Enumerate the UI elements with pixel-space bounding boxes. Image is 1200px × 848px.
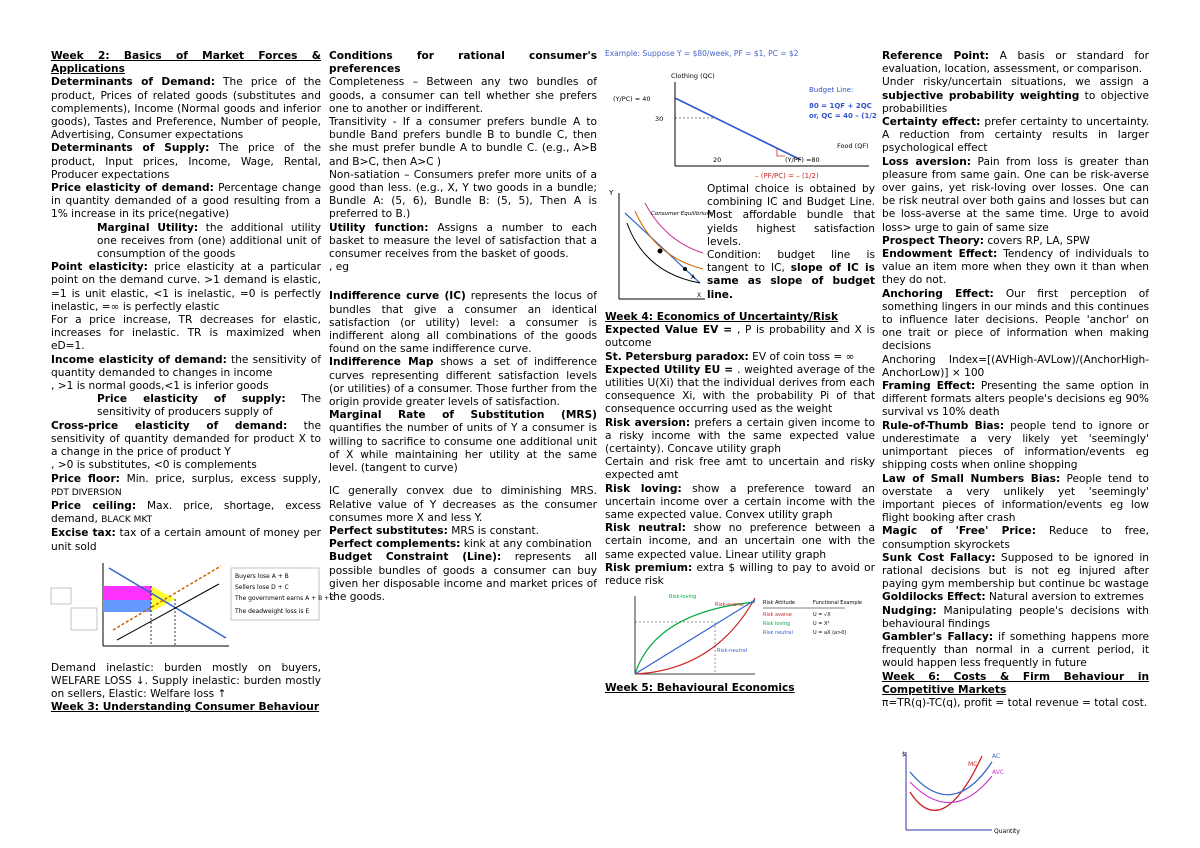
completeness: Completeness – Between any two bundles of goods, a consumer can tell whether she prefers one to another or indifferent. bbox=[329, 76, 597, 115]
term: Expected Value EV = bbox=[605, 324, 738, 337]
anchoring-effect bbox=[882, 288, 1149, 354]
small-text: BLACK MKT bbox=[101, 515, 153, 526]
term: Goldilocks Effect: bbox=[882, 591, 986, 604]
text: . weighted average of the utilities U(Xi) that the individual derives from each consequence Xi, with the probability Pi of that consequence occurring used as the weight bbox=[605, 363, 875, 416]
transitivity: Transitivity - If a consumer prefers bundle A to bundle Band prefers bundle B to bundle C, then she must prefer bundle A to bundle C. (e.g., A>B and B>C, then A>C ) bbox=[329, 116, 597, 168]
text: if something happens more frequently than normal in a current period, it would happen less frequently in future bbox=[882, 630, 1150, 670]
text: the sensitivity of quantity demanded to changes in income bbox=[51, 353, 321, 379]
term: Income elasticity of demand: bbox=[51, 353, 227, 366]
income-elasticity-note: , >1 is normal goods,<1 is inferior goods bbox=[51, 380, 269, 393]
tangency-condition bbox=[707, 249, 875, 302]
week2-title: Week 2: Basics of Market Forces & Applications bbox=[51, 50, 321, 76]
term: Risk premium: bbox=[605, 561, 693, 574]
term: Utility function: bbox=[329, 221, 429, 234]
tick-label: 20 bbox=[713, 156, 722, 164]
curve-label: Risk-neutral bbox=[717, 648, 748, 655]
magic-of-free bbox=[882, 525, 1149, 551]
cross-price-note: , >0 is substitutes, <0 is complements bbox=[51, 459, 257, 472]
income-elasticity bbox=[51, 354, 321, 380]
text: A basis or standard for evaluation, location, assessment, or comparison. bbox=[882, 50, 1149, 76]
point-a-label: A bbox=[691, 274, 696, 281]
text: Supposed to be ignored in rational decisions but is not eg injured after paying gym membership but continue bc wastage bbox=[882, 551, 1150, 591]
non-satiation: Non-satiation – Consumers prefer more units of a good than less. (e.g., X, Y two goods in a bundle; Bundle A: (5, 6), Bundle B: (5, 5), Then A is preferred to B.) bbox=[329, 168, 597, 221]
cross-price-elasticity bbox=[51, 420, 321, 460]
term: Loss aversion: bbox=[882, 155, 971, 168]
framing-effect bbox=[882, 380, 1149, 420]
text: the sensitivity of quantity demanded for product X to a change in the price of product Y bbox=[51, 419, 321, 459]
column-2 bbox=[329, 50, 597, 604]
text: , P is probability and X is outcome bbox=[605, 324, 875, 350]
term: St. Petersburg paradox: bbox=[605, 350, 749, 363]
table-header: Risk Attitude bbox=[763, 600, 795, 607]
risk-neutral bbox=[605, 522, 875, 562]
equilibrium-label: Consumer Equilibrium bbox=[651, 211, 712, 217]
ac-label: AC bbox=[992, 753, 1001, 760]
cost-y-label: $ bbox=[902, 751, 906, 758]
y-axis-label: Clothing (QC) bbox=[671, 72, 715, 80]
risk-attitude-figure bbox=[605, 592, 875, 682]
text: extra $ willing to pay to avoid or reduce risk bbox=[605, 561, 875, 588]
slope-label: – (PF/PC) = – (1/2) bbox=[755, 172, 819, 180]
text: prefer certainty to uncertainty. A reduction from certainty results in larger psychological effect bbox=[882, 116, 1149, 155]
term: Excise tax: bbox=[51, 527, 116, 540]
term: Magic of 'Free' Price: bbox=[882, 525, 1036, 538]
text: represents all possible bundles of goods a consumer can buy given her disposable income and market prices of the goods. bbox=[329, 551, 597, 603]
text: tax of a certain amount of money per unit sold bbox=[51, 527, 321, 553]
term: Determinants of Demand: bbox=[51, 76, 215, 89]
legend-item: Sellers lose D + C bbox=[235, 583, 289, 591]
legend-item: The government earns A + B + C bbox=[235, 594, 336, 602]
anchoring-index: Anchoring Index=[(AVHigh-AVLow)/(AnchorHigh-AnchorLow)] × 100 bbox=[882, 353, 1149, 379]
budget-eq-1: 80 = 1QF + 2QC bbox=[809, 102, 872, 110]
text: Min. price, surplus, excess supply, bbox=[119, 472, 321, 485]
legend-item: The deadweight loss is E bbox=[235, 607, 310, 615]
column-4 bbox=[882, 50, 1149, 710]
text: to objective probabilities bbox=[882, 89, 1149, 115]
budget-line-label: Budget Line: bbox=[809, 86, 854, 94]
term: Expected Utility EU = bbox=[605, 363, 738, 376]
x-intercept: (Y/PF) =80 bbox=[785, 156, 820, 164]
table-cell: U = aX (a>0) bbox=[813, 630, 847, 637]
term: Determinants of Supply: bbox=[51, 142, 210, 155]
text: price elasticity at a particular point on the demand curve. >1 demand is elastic, =1 is unit elastic, <1 is inelastic, =0 is perfectly inelastic, =∞ is perfectly elastic bbox=[51, 261, 321, 313]
text: The price of the product, Input prices, Income, Wage, Rental, Producer expectations bbox=[51, 142, 321, 181]
week3-title: Week 3: Understanding Consumer Behaviour bbox=[51, 701, 320, 714]
term: Budget Constraint (Line): bbox=[329, 551, 502, 564]
text: MRS is constant. bbox=[447, 524, 540, 537]
term: Point elasticity: bbox=[51, 261, 148, 274]
legend-item: Buyers lose A + B bbox=[235, 572, 289, 580]
utility-eg: , eg bbox=[329, 261, 349, 274]
column-3 bbox=[605, 50, 875, 695]
text: Assigns a number to each basket to measure the level of satisfaction that a consumer receives from the basket of goods. bbox=[329, 221, 597, 261]
x-axis-label: Food (QF) bbox=[837, 142, 869, 150]
text: the additional utility one receives from (one) additional unit of consumption of the goods bbox=[97, 221, 321, 261]
perfect-substitutes bbox=[329, 525, 597, 538]
table-cell: Risk loving bbox=[763, 621, 791, 628]
tick-label: 30 bbox=[655, 115, 664, 123]
text: represents the locus of bundles that give a consumer an identical satisfaction (or utility) level: a consumer is indifferent along all combinations of the goods found on the same indifference curve. bbox=[329, 290, 597, 356]
expected-value bbox=[605, 324, 875, 350]
total-revenue-note: For a price increase, TR decreases for elastic, increases for inelastic. TR is maximized when eD=1. bbox=[51, 314, 321, 353]
mc-label: MC bbox=[968, 761, 978, 768]
term: Perfect complements: bbox=[329, 538, 461, 551]
term: Risk aversion: bbox=[605, 416, 691, 429]
perfect-complements bbox=[329, 538, 597, 551]
text: covers RP, LA, SPW bbox=[983, 234, 1090, 247]
probability-weighting bbox=[882, 76, 1149, 116]
optimal-choice-block bbox=[605, 183, 875, 303]
term: Nudging: bbox=[882, 604, 937, 617]
endowment-effect bbox=[882, 248, 1149, 288]
term: Marginal Utility: bbox=[97, 221, 199, 234]
preferences-title: Conditions for rational consumer's preferences bbox=[329, 50, 597, 76]
term: Gambler's Fallacy: bbox=[882, 630, 994, 643]
term: Risk loving: bbox=[605, 482, 682, 495]
week4-title: Week 4: Economics of Uncertainty/Risk bbox=[605, 311, 839, 323]
utility-function bbox=[329, 222, 597, 262]
text: The sensitivity of producers supply of bbox=[97, 393, 321, 419]
small-text: PDT DIVERSION bbox=[51, 487, 122, 498]
week5-title: Week 5: Behavioural Economics bbox=[605, 682, 795, 695]
ic-y-label: Y bbox=[609, 189, 614, 197]
cost-x-label: Quantity bbox=[994, 828, 1020, 835]
profit-formula: π=TR(q)-TC(q), profit = total revenue = total cost. bbox=[882, 696, 1148, 709]
term: Price elasticity of demand: bbox=[51, 182, 214, 195]
loss-aversion bbox=[882, 156, 1149, 235]
st-petersburg bbox=[605, 351, 875, 364]
text: kink at any combination bbox=[460, 538, 592, 551]
text: Tendency of individuals to value an item more when they own it than when they do not. bbox=[882, 248, 1149, 287]
text: show no preference between a certain income, and an uncertain one with the same expected value. Linear utility graph bbox=[605, 522, 876, 561]
text: People tend to overstate a very unlikely yet 'seemingly' important pieces of information/events eg low flight booking after crash bbox=[882, 472, 1150, 525]
prospect-theory bbox=[882, 235, 1149, 248]
bold-text: subjective probability weighting bbox=[882, 89, 1080, 102]
text: Presenting the same option in different formats alters people's decisions eg 90% survival vs 10% death bbox=[882, 380, 1150, 419]
tax-incidence-figure bbox=[51, 558, 336, 658]
example-text: Example: Suppose Y = $80/week, PF = $1, PC = $2 bbox=[605, 49, 799, 58]
term: Marginal Rate of Substitution (MRS) bbox=[329, 409, 597, 422]
text: Percentage change in quantity demanded of a good resulting from a 1% increase in its price(negative) bbox=[51, 182, 321, 221]
ic-x-label: X bbox=[697, 292, 702, 299]
text: Manipulating people's decisions with behavioural findings bbox=[882, 604, 1149, 630]
text: Our first perception of something lingers in our minds and this continues to influence later decisions. People 'anchor' on one trait or piece of information when making decisions bbox=[882, 287, 1150, 353]
text: The price of the product, Prices of related goods (substitutes and complements), Income (Normal goods and inferior goods), Tastes and Preference, Number of people, Advertising, Consumer expectations bbox=[51, 76, 321, 142]
text: show a preference toward an uncertain income over a certain income with the same expected value. Convex utility graph bbox=[605, 482, 875, 522]
table-cell: U = √X bbox=[813, 612, 831, 619]
curve-label: Risk-averse bbox=[715, 602, 745, 609]
term: Indifference curve (IC) bbox=[329, 290, 466, 303]
week6-title: Week 6: Costs & Firm Behaviour in Competitive Markets bbox=[882, 670, 1149, 696]
rule-of-thumb-bias bbox=[882, 420, 1149, 473]
small-numbers-bias bbox=[882, 473, 1149, 526]
curve-label: Risk-loving bbox=[669, 594, 697, 601]
term: Certainty effect: bbox=[882, 116, 981, 129]
term: Price elasticity of supply: bbox=[97, 393, 286, 406]
text: prefers a certain given income to a risky income with the same expected value (certainty). Concave utility graph bbox=[605, 416, 875, 456]
sunk-cost-fallacy bbox=[882, 552, 1149, 592]
gamblers-fallacy bbox=[882, 631, 1149, 671]
budget-line-figure bbox=[605, 48, 875, 183]
y-intercept: (Y/PC) = 40 bbox=[613, 95, 651, 103]
term: Law of Small Numbers Bias: bbox=[882, 472, 1061, 485]
term: Rule-of-Thumb Bias: bbox=[882, 419, 1005, 432]
bold-text: slope of IC is same as slope of budget line. bbox=[707, 262, 875, 301]
table-cell: U = X² bbox=[813, 621, 830, 628]
text: shows a set of indifference curves representing different satisfaction levels (or utilities) of a consumer. Those further from the origin provide greater levels of satisfaction. bbox=[329, 356, 598, 409]
expected-utility bbox=[605, 364, 875, 417]
budget-constraint bbox=[329, 551, 597, 604]
term: Framing Effect: bbox=[882, 380, 976, 393]
determinants-demand bbox=[51, 76, 321, 142]
text: Reduce to free, consumption skyrockets bbox=[882, 525, 1149, 551]
table-cell: Risk neutral bbox=[763, 630, 793, 637]
marginal-utility bbox=[51, 222, 321, 262]
goldilocks-effect bbox=[882, 591, 1149, 604]
certainty-effect bbox=[882, 116, 1149, 156]
cost-curves-figure bbox=[882, 742, 1062, 842]
price-ceiling bbox=[51, 500, 321, 527]
term: Sunk Cost Fallacy: bbox=[882, 551, 996, 564]
reference-point bbox=[882, 50, 1149, 76]
risk-premium bbox=[605, 562, 875, 588]
text: people tend to ignore or underestimate a very likely yet 'seemingly' unimportant pieces of information/events eg shipping costs when online shopping bbox=[882, 419, 1149, 472]
excise-tax bbox=[51, 527, 321, 553]
tax-burden-note: Demand inelastic: burden mostly on buyers, WELFARE LOSS ↓. Supply inelastic: burden mostly on sellers, Elastic: Welfare loss ↑ bbox=[51, 661, 321, 701]
term: Risk neutral: bbox=[605, 522, 686, 535]
term: Cross-price elasticity of demand: bbox=[51, 419, 288, 432]
column-1 bbox=[51, 50, 336, 715]
budget-eq-2: or, QC = 40 – (1/2 bbox=[809, 112, 877, 120]
indifference-curve bbox=[329, 290, 597, 356]
term: Anchoring Effect: bbox=[882, 287, 994, 300]
text: quantifies the number of units of Y a consumer is willing to sacrifice to consume one additional unit of X while maintaining her utility at the same level. (tangent to curve) bbox=[329, 422, 597, 475]
indifference-map bbox=[329, 356, 597, 409]
risk-aversion bbox=[605, 417, 875, 457]
certainty-note: Certain and risk free amt to uncertain and risky expected amt bbox=[605, 456, 875, 482]
table-cell: Risk averse bbox=[763, 612, 792, 619]
term: Reference Point: bbox=[882, 50, 990, 62]
text: Under risky/uncertain situations, we assign a bbox=[882, 76, 1149, 89]
term: Price ceiling: bbox=[51, 499, 137, 512]
avc-label: AVC bbox=[992, 769, 1005, 776]
text: EV of coin toss = ∞ bbox=[748, 350, 855, 363]
table-header: Functional Example bbox=[813, 600, 863, 607]
term: Perfect substitutes: bbox=[329, 524, 448, 537]
text: Condition: budget line is tangent to IC, bbox=[707, 249, 875, 275]
price-elasticity-demand bbox=[51, 182, 321, 222]
term: Endowment Effect: bbox=[882, 248, 998, 261]
optimal-choice-text bbox=[707, 183, 875, 302]
text: Pain from loss is greater than pleasure from same gain. One can be risk-averse over gains, yet risk-loving over losses. One can be risk neutral over both gains and losses but can be loss-averse at the same time. Urge to avoid loss> urge to gain of same size bbox=[882, 155, 1149, 234]
term: Price floor: bbox=[51, 472, 120, 485]
determinants-supply bbox=[51, 142, 321, 182]
text: Max. price, shortage, excess demand, bbox=[51, 499, 321, 526]
point-elasticity bbox=[51, 261, 321, 314]
risk-loving bbox=[605, 483, 875, 523]
term: Indifference Map bbox=[329, 356, 434, 369]
term: Prospect Theory: bbox=[882, 234, 984, 247]
convexity-note: IC generally convex due to diminishing MRS. Relative value of Y decreases as the consumer consumes more X and less Y. bbox=[329, 485, 597, 524]
price-elasticity-supply bbox=[51, 393, 321, 419]
optimal-choice: Optimal choice is obtained by combining IC and Budget Line. Most affordable bundle that yields highest satisfaction levels. bbox=[707, 183, 875, 248]
nudging bbox=[882, 605, 1149, 631]
consumer-equilibrium-figure bbox=[605, 183, 712, 303]
text: Natural aversion to extremes bbox=[985, 591, 1144, 604]
price-floor bbox=[51, 473, 321, 500]
mrs bbox=[329, 409, 597, 475]
